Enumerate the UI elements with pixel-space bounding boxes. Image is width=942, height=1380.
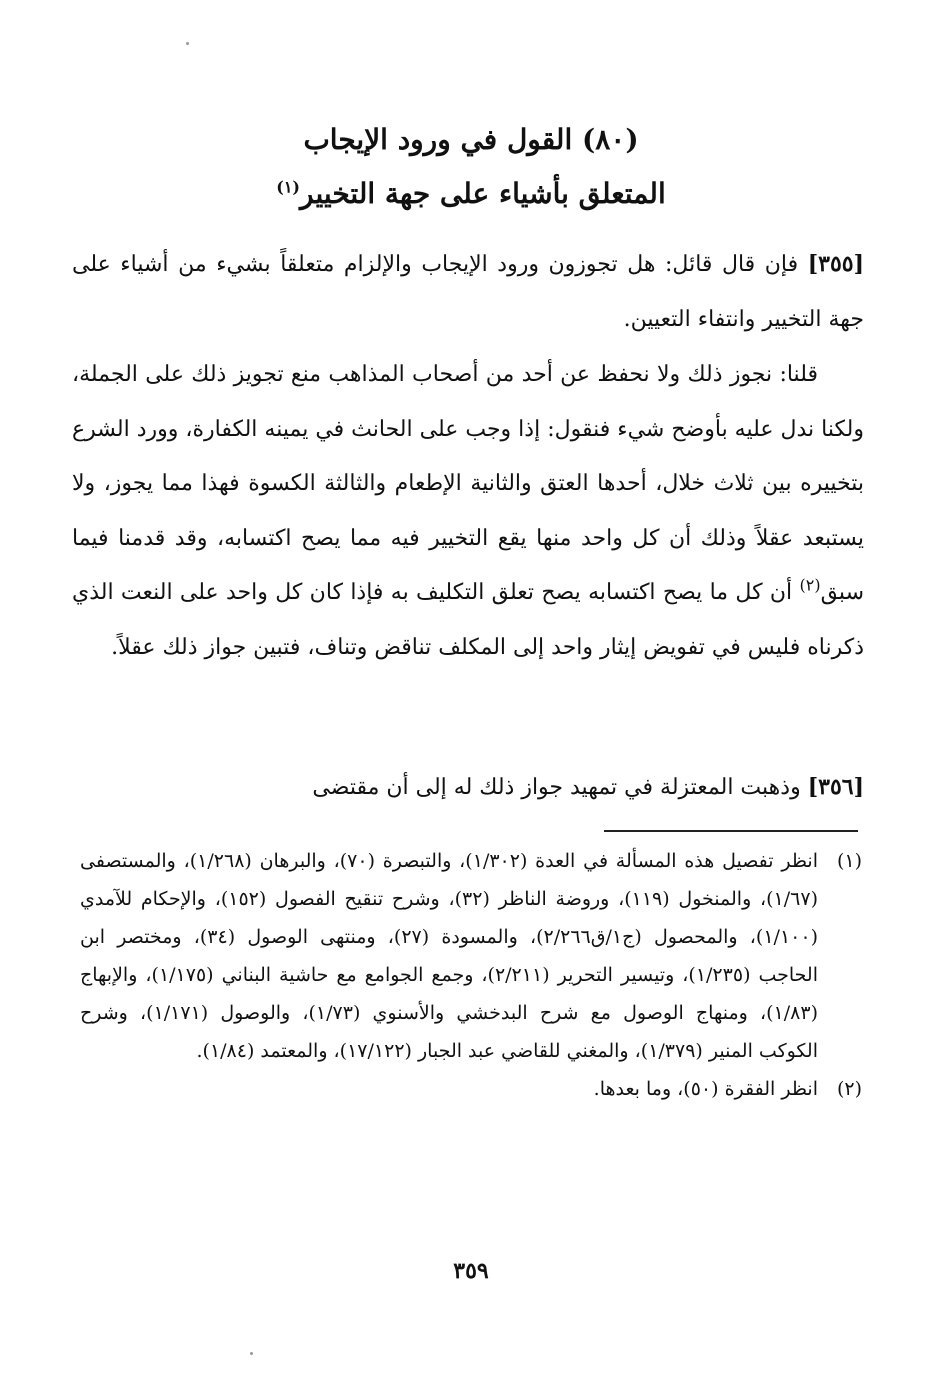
footnotes xyxy=(80,842,862,1108)
paragraph-text: وذهبت المعتزلة في تمهيد جواز ذلك له إلى أن مقتضى xyxy=(312,775,808,800)
footnote-marker: (٢) xyxy=(836,1078,862,1100)
chapter-heading-line2 xyxy=(80,172,862,216)
footnote-marker: (١) xyxy=(836,850,862,872)
footnote-text: انظر تفصيل هذه المسألة في العدة (١/٣٠٢)، والتبصرة (٧٠)، والبرهان (١/٢٦٨)، والمستصفى (١/٦٧)، والمنخول (١١٩)، وروضة الناظر (٣٢)، وشرح تنقيح الفصول (١٥٢)، والإحكام للآمدي (١/١٠٠)، والمحصول (ج١/ق٢/٢٦٦)، والمسودة (٢٧)، ومنتهى الوصول (٣٤)، ومختصر ابن الحاجب (١/٢٣٥)، وتيسير التحرير (٢/٢١١)، وجمع الجوامع مع حاشية البناني (١/١٧٥)، والإبهاج (١/٨٣)، ومنهاج الوصول مع شرح البدخشي والأسنوي (١/٧٣)، والوصول (١/١٧١)، وشرح الكوكب المنير (١/٣٧٩)، والمغني للقاضي عبد الجبار (١٧/١٢٢)، والمعتمد (١/٨٤). xyxy=(80,850,818,1062)
scan-speck xyxy=(250,1352,253,1355)
scan-speck xyxy=(186,42,189,45)
footnote-ref-2: (٢) xyxy=(799,575,821,595)
paragraph-answer xyxy=(72,348,864,675)
paragraph-text: فإن قال قائل: هل تجوزون ورود الإيجاب والإلزام متعلقاً بشيء من أشياء على جهة التخيير وانتفاء التعيين. xyxy=(72,252,864,332)
footnote-separator xyxy=(604,830,858,832)
footnote-2 xyxy=(80,1070,862,1108)
footnote-ref-1: (١) xyxy=(276,177,300,197)
paragraph-356 xyxy=(72,760,864,816)
chapter-heading-line1 xyxy=(80,118,862,162)
chapter-heading-line1-text: (٨٠) القول في ورود الإيجاب xyxy=(303,123,639,156)
paragraph-text-continued: أن كل ما يصح اكتسابه يصح تعلق التكليف به فإذا كان كل واحد على النعت الذي ذكرناه فليس في تفويض إيثار واحد إلى المكلف تناقض وتناف، فتبين جواز ذلك عقلاً. xyxy=(72,580,864,660)
page-number: ٣٥٩ xyxy=(453,1258,489,1284)
paragraph-text: قلنا: نجوز ذلك ولا نحفظ عن أحد من أصحاب المذاهب منع تجويز ذلك على الجملة، ولكنا ندل عليه بأوضح شيء فنقول: إذا وجب على الحانث في يمينه الكفارة، وورد الشرع بتخييره بين ثلاث خلال، أحدها العتق والثانية الإطعام والثالثة الكسوة فهذا مما يجوز، ولا يستبعد عقلاً وذلك أن كل واحد منها يقع التخيير فيه مما يصح اكتسابه، وقد قدمنا فيما سبق xyxy=(72,362,864,605)
paragraph-number: [٣٥٥] xyxy=(807,251,865,277)
chapter-heading-line2-text: المتعلق بأشياء على جهة التخيير xyxy=(300,177,666,210)
footnote-text: انظر الفقرة (٥٠)، وما بعدها. xyxy=(593,1078,818,1100)
paragraph-number: [٣٥٦] xyxy=(807,774,864,800)
footnote-1 xyxy=(80,842,862,1070)
paragraph-355 xyxy=(72,237,864,347)
